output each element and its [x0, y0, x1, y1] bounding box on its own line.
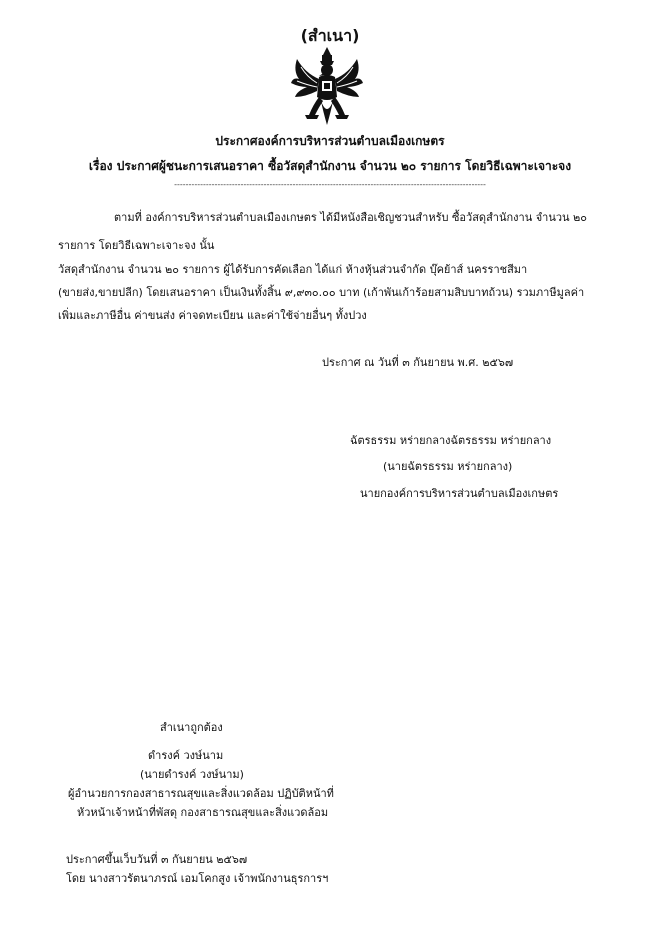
garuda-emblem-icon	[289, 45, 365, 127]
para2-line3: เพิ่มและภาษีอื่น ค่าขนส่ง ค่าจดทะเบียน และค่าใช้จ่ายอื่นๆ ทั้งปวง	[58, 309, 367, 322]
signer-position: นายกองค์การบริหารส่วนตำบลเมืองเกษตร	[360, 487, 559, 500]
certified-position-line1: ผู้อำนวยการกองสาธารณสุขและสิ่งแวดล้อม ปฏิบัติหน้าที่	[68, 787, 334, 800]
certified-signature: ดำรงค์ วงษ์นาม	[148, 749, 224, 762]
para2-line2: (ขายส่ง,ขายปลีก) โดยเสนอราคา เป็นเงินทั้งสิ้น ๙,๙๓๐.๐๐ บาท (เก้าพันเก้าร้อยสามสิบบาทถ้วน) รวมภาษีมูลค่า	[58, 286, 585, 299]
signer-signature: ฉัตรธรรม หร่ายกลางฉัตรธรรม หร่ายกลาง	[350, 434, 552, 447]
announce-date: ประกาศ ณ วันที่ ๓ กันยายน พ.ศ. ๒๕๖๗	[322, 356, 514, 369]
posting-date: ประกาศขึ้นเว็บวันที่ ๓ กันยายน ๒๕๖๗	[66, 853, 248, 866]
certified-label: สำเนาถูกต้อง	[160, 721, 223, 734]
posting-by: โดย นางสาวรัตนาภรณ์ เอมโคกสูง เจ้าพนักงานธุรการฯ	[66, 872, 329, 885]
announcement-org: ประกาศองค์การบริหารส่วนตำบลเมืองเกษตร	[215, 134, 445, 148]
copy-mark: (สำเนา)	[300, 26, 360, 45]
certified-position-line2: หัวหน้าเจ้าหน้าที่พัสดุ กองสาธารณสุขและสิ่งแวดล้อม	[77, 806, 329, 819]
divider-line: ------------------------------------------------------------------------------------------------------------	[174, 180, 486, 189]
para1-line2: รายการ โดยวิธีเฉพาะเจาะจง นั้น	[58, 239, 215, 252]
certified-name: (นายดำรงค์ วงษ์นาม)	[140, 768, 244, 781]
para2-line1: วัสดุสำนักงาน จำนวน ๒๐ รายการ ผู้ได้รับการคัดเลือก ได้แก่ ห้างหุ้นส่วนจำกัด บุ๊คย้าส์ นครราชสีมา	[58, 263, 528, 276]
signer-name: (นายฉัตรธรรม หร่ายกลาง)	[383, 460, 513, 473]
para1-line1: ตามที่ องค์การบริหารส่วนตำบลเมืองเกษตร ได้มีหนังสือเชิญชวนสำหรับ ซื้อวัสดุสำนักงาน จำนวน ๒๐	[114, 211, 588, 224]
announcement-subject: เรื่อง ประกาศผู้ชนะการเสนอราคา ซื้อวัสดุสำนักงาน จำนวน ๒๐ รายการ โดยวิธีเฉพาะเจาะจง	[88, 159, 572, 173]
